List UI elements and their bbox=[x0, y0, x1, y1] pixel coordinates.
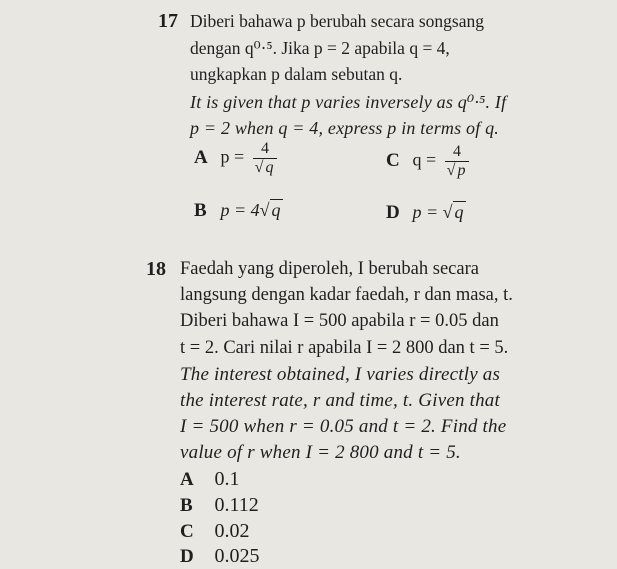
option-label: A bbox=[194, 146, 208, 168]
q17-english-line-1: It is given that p varies inversely as q⁰·⁵. If bbox=[190, 92, 507, 112]
option-label: C bbox=[386, 149, 400, 171]
option-lhs: q = bbox=[412, 149, 437, 170]
q17-english-line-2: p = 2 when q = 4, express p in terms of q. bbox=[190, 118, 500, 138]
option-expression: p = 4 bbox=[220, 200, 260, 220]
question-17-number: 17 bbox=[158, 10, 178, 32]
option-label: D bbox=[180, 546, 194, 567]
q18-english-line-4: value of r when I = 2 800 and t = 5. bbox=[180, 442, 461, 463]
q17-malay-line-2: dengan q⁰·⁵. Jika p = 2 apabila q = 4, bbox=[190, 38, 450, 58]
q17-option-c[interactable] bbox=[386, 143, 469, 180]
option-label: B bbox=[194, 200, 207, 221]
q18-malay-line-2: langsung dengan kadar faedah, r dan masa, t. bbox=[180, 285, 513, 305]
q18-english-line-1: The interest obtained, I varies directly as bbox=[180, 364, 501, 385]
option-label: B bbox=[180, 495, 193, 516]
option-label: A bbox=[180, 469, 194, 490]
option-label: D bbox=[386, 202, 400, 223]
q17-option-a[interactable] bbox=[194, 140, 277, 177]
option-expression: p = bbox=[412, 202, 443, 222]
q17-option-d[interactable] bbox=[386, 202, 466, 224]
option-value: 0.025 bbox=[214, 545, 260, 567]
option-value: 0.02 bbox=[214, 520, 250, 542]
q18-malay-line-1: Faedah yang diperoleh, I berubah secara bbox=[180, 259, 479, 279]
option-lhs: p = bbox=[220, 146, 245, 167]
option-value: 0.112 bbox=[214, 494, 259, 516]
q18-english-line-2: the interest rate, r and time, t. Given that bbox=[180, 390, 500, 411]
option-label: C bbox=[180, 521, 194, 542]
q18-option-a[interactable] bbox=[180, 468, 240, 491]
q17-option-b[interactable] bbox=[194, 200, 283, 222]
q17-malay-line-3: ungkapkan p dalam sebutan q. bbox=[190, 64, 403, 84]
denominator: √ q bbox=[254, 159, 274, 176]
q18-malay-line-3: Diberi bahawa I = 500 apabila r = 0.05 dan bbox=[180, 311, 499, 331]
numerator: 4 bbox=[261, 140, 270, 157]
q17-malay-line-1: Diberi bahawa p berubah secara songsang bbox=[190, 11, 484, 31]
q18-malay-line-4: t = 2. Cari nilai r apabila I = 2 800 dan t = 5. bbox=[180, 338, 509, 358]
numerator: 4 bbox=[453, 143, 462, 160]
sqrt-expression: √ q bbox=[442, 202, 464, 222]
fraction bbox=[445, 143, 470, 180]
q18-option-c[interactable] bbox=[180, 520, 250, 543]
question-18-number: 18 bbox=[146, 258, 166, 280]
q18-option-b[interactable] bbox=[180, 494, 259, 517]
denominator: √ p bbox=[446, 162, 466, 179]
sqrt-expression: √ q bbox=[259, 200, 281, 220]
q18-option-d[interactable] bbox=[180, 545, 260, 568]
fraction bbox=[253, 140, 278, 177]
q18-english-line-3: I = 500 when r = 0.05 and t = 2. Find the bbox=[180, 416, 507, 437]
option-value: 0.1 bbox=[214, 468, 240, 490]
